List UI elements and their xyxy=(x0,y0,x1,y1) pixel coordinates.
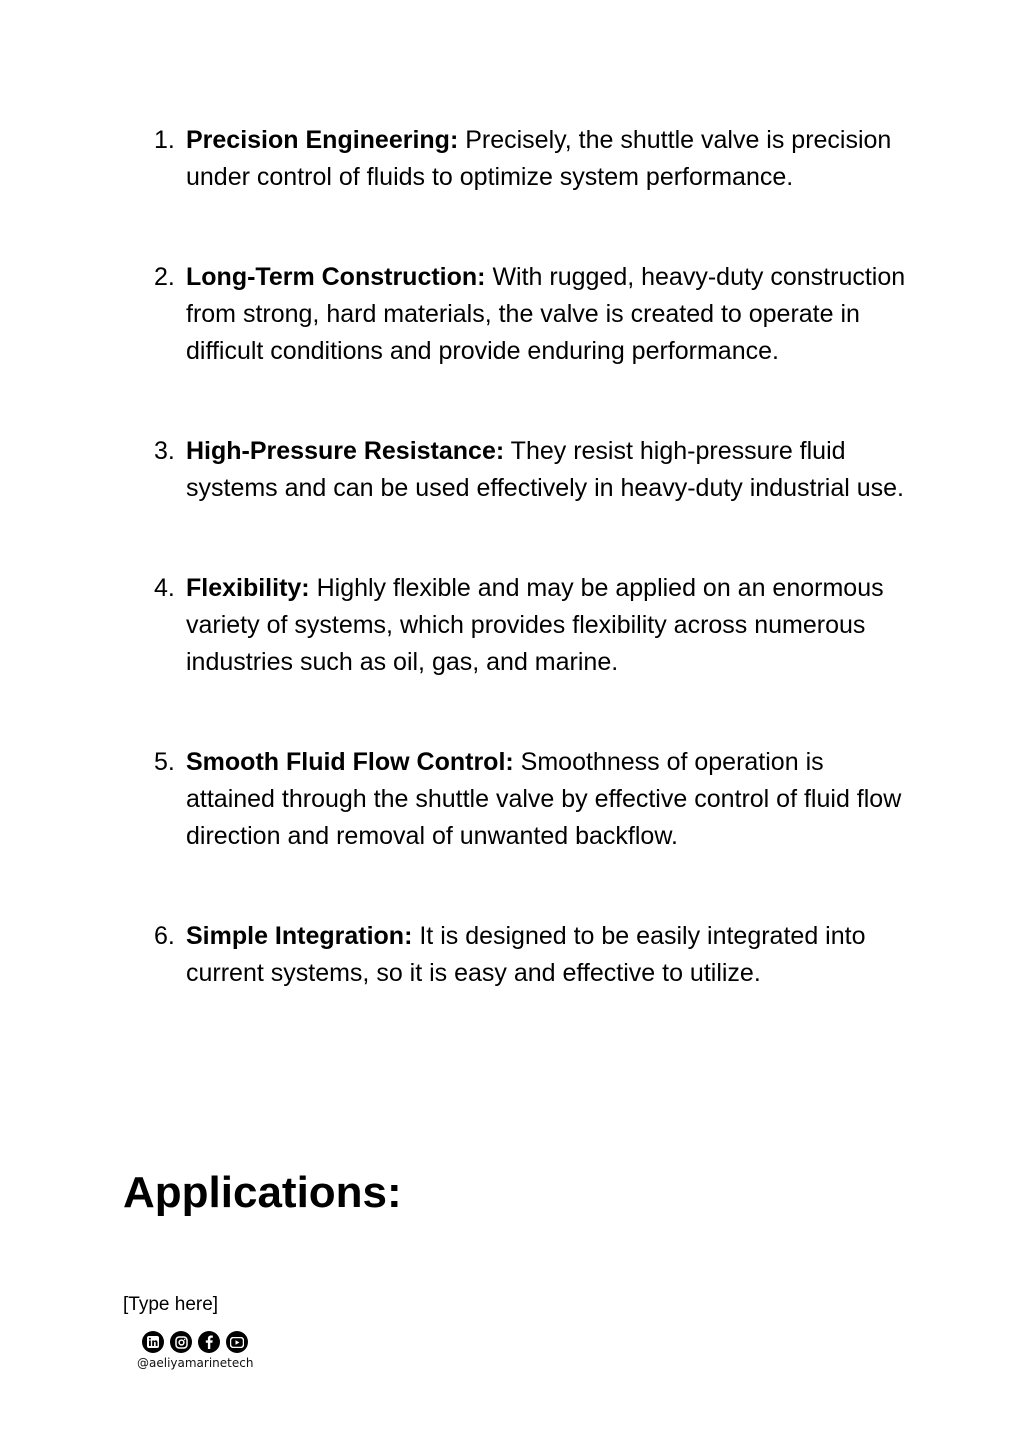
item-title: High-Pressure Resistance: xyxy=(186,437,505,465)
list-item xyxy=(154,433,914,507)
list-item xyxy=(154,259,914,370)
facebook-icon[interactable] xyxy=(198,1331,220,1353)
item-text: Precisely, the shuttle valve is precision under control of fluids to optimize system performance. xyxy=(186,126,892,191)
item-number: 4. xyxy=(154,574,175,602)
item-title: Smooth Fluid Flow Control: xyxy=(186,748,514,776)
item-number: 1. xyxy=(154,126,175,154)
footer-placeholder-text: [Type here] xyxy=(123,1294,219,1315)
youtube-icon[interactable] xyxy=(226,1331,248,1353)
item-title: Precision Engineering: xyxy=(186,126,459,154)
item-number: 5. xyxy=(154,748,175,776)
item-title: Long-Term Construction: xyxy=(186,263,486,291)
item-text: With rugged, heavy-duty construction from strong, hard materials, the valve is created to operate in difficult conditions and provide enduring performance. xyxy=(186,263,906,365)
item-title: Simple Integration: xyxy=(186,922,413,950)
social-links xyxy=(142,1331,248,1353)
item-text: Smoothness of operation is attained through the shuttle valve by effective control of fluid flow direction and removal of unwanted backflow. xyxy=(186,748,902,850)
item-number: 3. xyxy=(154,437,175,465)
list-item xyxy=(154,744,914,855)
list-item xyxy=(154,570,914,681)
social-handle: @aeliyamarinetech xyxy=(137,1356,254,1370)
list-item xyxy=(154,918,914,992)
item-text: Highly flexible and may be applied on an enormous variety of systems, which provides flexibility across numerous industries such as oil, gas, and marine. xyxy=(186,574,884,676)
item-number: 6. xyxy=(154,922,175,950)
list-item xyxy=(154,122,914,196)
item-text: It is designed to be easily integrated into current systems, so it is easy and effective to utilize. xyxy=(186,922,866,987)
item-text: They resist high-pressure fluid systems and can be used effectively in heavy-duty industrial use. xyxy=(186,437,904,502)
instagram-icon[interactable] xyxy=(170,1331,192,1353)
item-title: Flexibility: xyxy=(186,574,310,602)
item-number: 2. xyxy=(154,263,175,291)
linkedin-icon[interactable] xyxy=(142,1331,164,1353)
feature-list xyxy=(154,122,914,992)
section-heading: Applications: xyxy=(123,1168,402,1217)
